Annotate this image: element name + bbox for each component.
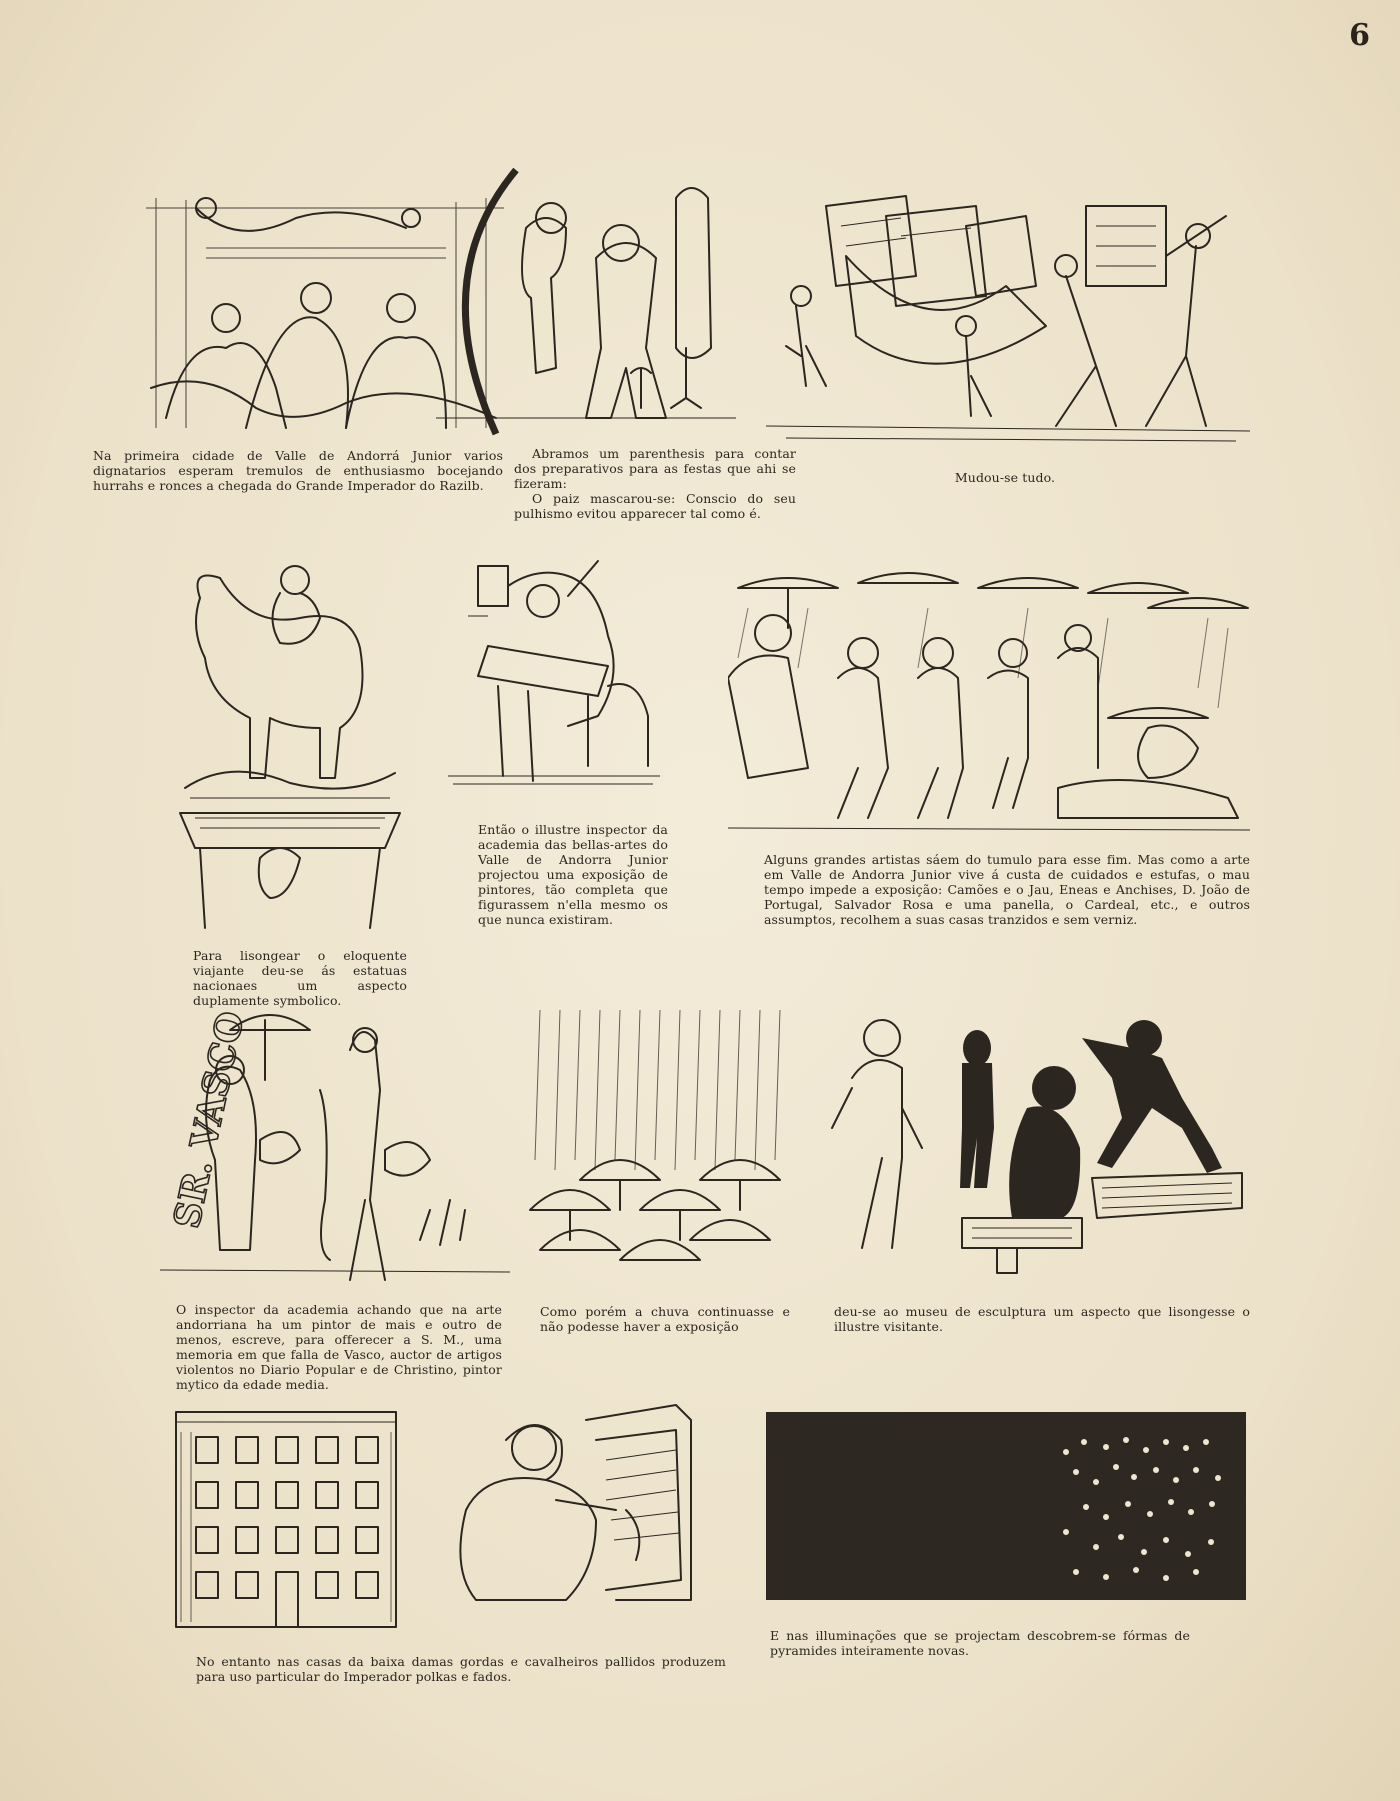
caption-row2-col1: Para lisongear o eloquente viajante deu-se ás estatuas nacionaes um aspecto duplamente symbolico. — [193, 948, 407, 1008]
illustration-illuminations — [766, 1412, 1246, 1600]
illustration-artists-rain — [728, 568, 1250, 838]
caption-row1-col1: Na primeira cidade de Valle de Andorrá Junior varios dignatarios esperam tremulos de enthusiasmo bocejando hurrahs e ronces a chegada do Grande Imperador do Razilb. — [93, 448, 503, 493]
caption-row3-col3: deu-se ao museu de esculptura um aspecto que lisongesse o illustre visitante. — [834, 1304, 1250, 1334]
caption-row4-col1: No entanto nas casas da baixa damas gordas e cavalheiros pallidos produzem para uso particular do Imperador polkas e fados. — [196, 1654, 726, 1684]
caption-row2-col2: Então o illustre inspector da academia das bellas-artes do Valle de Andorra Junior projectou uma exposição de pintores, tão completa que figurassem n'ella mesmo os que nunca existiram. — [478, 822, 668, 927]
caption-row1-col2 — [514, 446, 796, 521]
illustration-houses-baixa — [166, 1402, 406, 1632]
caption-row2-col3: Alguns grandes artistas sáem do tumulo para esse fim. Mas como a arte em Valle de Andorra Junior vive á custa de cuidados e estufas, o mau tempo impede a exposição: Camões e o Jau, Eneas e Anchises, D. João de Portugal, Salvador Rosa e uma panella, o Cardeal, etc., e outros assumptos, recolhem a suas casas tranzidos e sem verniz. — [764, 852, 1250, 927]
caption-row1-col2-p1: Abramos um parenthesis para contar dos preparativos para as festas que ahi se fizeram: — [514, 446, 796, 491]
page-number: 6 — [1349, 18, 1370, 53]
illustration-umbrellas-rain — [520, 1010, 802, 1282]
caption-row3-col1: O inspector da academia achando que na arte andorriana ha um pintor de mais e outro de menos, escreve, para offerecer a S. M., uma memoria em que falla de Vasco, auctor de artigos violentos no Diario Popular e de Christino, pintor mytico da edade media. — [176, 1302, 502, 1392]
illustration-sr-vasco — [160, 1000, 510, 1288]
caption-row4-col3: E nas illuminações que se projectam descobrem-se fórmas de pyramides inteiramente novas. — [770, 1628, 1190, 1658]
illustration-masked-country — [436, 168, 736, 436]
sign-sr-vasco: SR. VASCO — [165, 1007, 253, 1232]
illustration-inspector-writing — [448, 556, 660, 790]
illustration-sculpture-museum — [812, 1008, 1250, 1278]
illustration-statue-horse — [170, 558, 410, 936]
caption-row3-col2: Como porém a chuva continuasse e não podesse haver a exposição — [540, 1304, 790, 1334]
illustration-woman-piano — [446, 1400, 692, 1614]
caption-row1-col2-p2: O paiz mascarou-se: Conscio do seu pulhismo evitou apparecer tal como é. — [514, 491, 796, 521]
illustration-carrying-houses — [766, 186, 1250, 448]
caption-row1-col3: Mudou-se tudo. — [954, 470, 1056, 485]
